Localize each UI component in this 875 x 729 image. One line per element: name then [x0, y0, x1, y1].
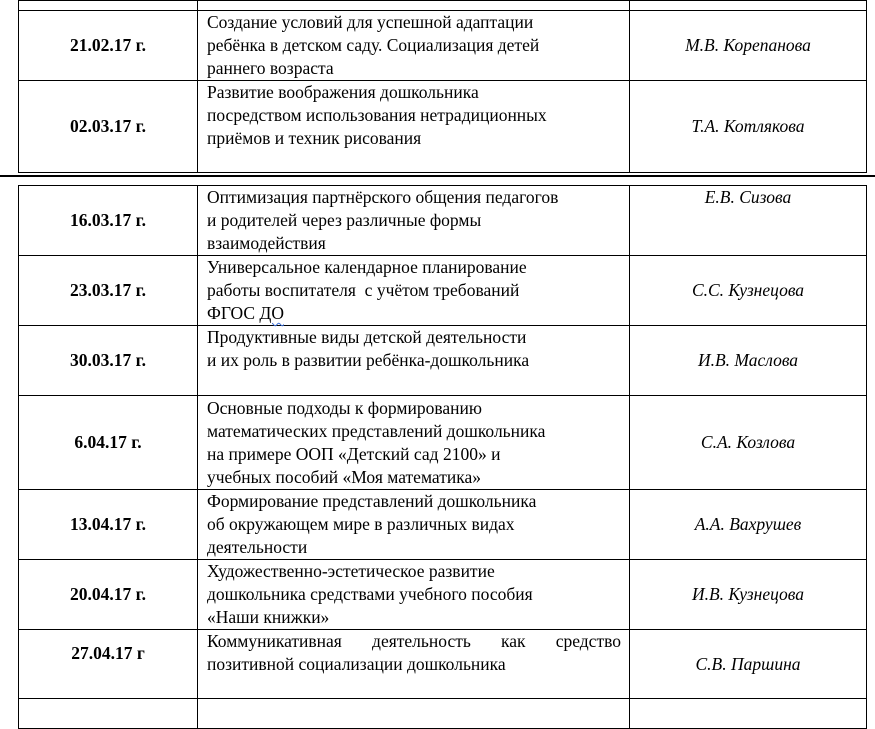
seminar-table-top [18, 0, 867, 173]
date-cell: 23.03.17 г. [19, 256, 198, 326]
author-cell: С.А. Козлова [630, 396, 867, 490]
date-cell: 20.04.17 г. [19, 560, 198, 630]
topic-cell: Основные подходы к формированию математических представлений дошкольника на примере ООП «Детский сад 2100» и учебных пособий «Моя математика» [198, 396, 630, 490]
author-cell: С.В. Паршина [630, 630, 867, 699]
topic-cell: Художественно-эстетическое развитие дошкольника средствами учебного пособия «Наши книжки» [198, 560, 630, 630]
author-cell: Е.В. Сизова [630, 186, 867, 256]
topic-cell: Оптимизация партнёрского общения педагогов и родителей через различные формы взаимодействия [198, 186, 630, 256]
topic-cell: Формирование представлений дошкольника об окружающем мире в различных видах деятельности [198, 490, 630, 560]
spellcheck-underlined-word: ДО [259, 303, 284, 323]
topic-line: Универсальное календарное планирование [207, 257, 527, 277]
date-cell: 02.03.17 г. [19, 81, 198, 173]
table-row [19, 256, 867, 326]
table-row [19, 560, 867, 630]
author-cell: М.В. Корепанова [630, 11, 867, 81]
topic-line: работы воспитателя с учётом требований [207, 280, 520, 300]
table-row [19, 186, 867, 256]
date-cell: 21.02.17 г. [19, 11, 198, 81]
topic-cell [198, 630, 630, 699]
table-row [19, 81, 867, 173]
table-row [19, 396, 867, 490]
table-row [19, 699, 867, 729]
date-cell: 27.04.17 г [19, 630, 198, 699]
table-row [19, 630, 867, 699]
topic-line: позитивной социализации дошкольника [207, 654, 506, 674]
date-cell: 13.04.17 г. [19, 490, 198, 560]
topic-cell: Развитие воображения дошкольника посредством использования нетрадиционных приёмов и техник рисования [198, 81, 630, 173]
date-cell: 6.04.17 г. [19, 396, 198, 490]
topic-line: ФГОС [207, 303, 256, 323]
author-cell: И.В. Кузнецова [630, 560, 867, 630]
table-row [19, 326, 867, 396]
topic-cell: Создание условий для успешной адаптации ребёнка в детском саду. Социализация детей раннего возраста [198, 11, 630, 81]
table-row [19, 11, 867, 81]
topic-cell: Продуктивные виды детской деятельности и их роль в развитии ребёнка-дошкольника [198, 326, 630, 396]
topic-line: Коммуникативная деятельность как средство [207, 631, 621, 651]
author-cell: С.С. Кузнецова [630, 256, 867, 326]
author-cell: А.А. Вахрушев [630, 490, 867, 560]
table-row [19, 1, 867, 11]
table-row [19, 490, 867, 560]
date-cell: 30.03.17 г. [19, 326, 198, 396]
topic-cell [198, 256, 630, 326]
author-cell: И.В. Маслова [630, 326, 867, 396]
date-cell: 16.03.17 г. [19, 186, 198, 256]
seminar-table-bottom [18, 185, 867, 729]
page-separator [0, 175, 875, 177]
author-cell: Т.А. Котлякова [630, 81, 867, 173]
